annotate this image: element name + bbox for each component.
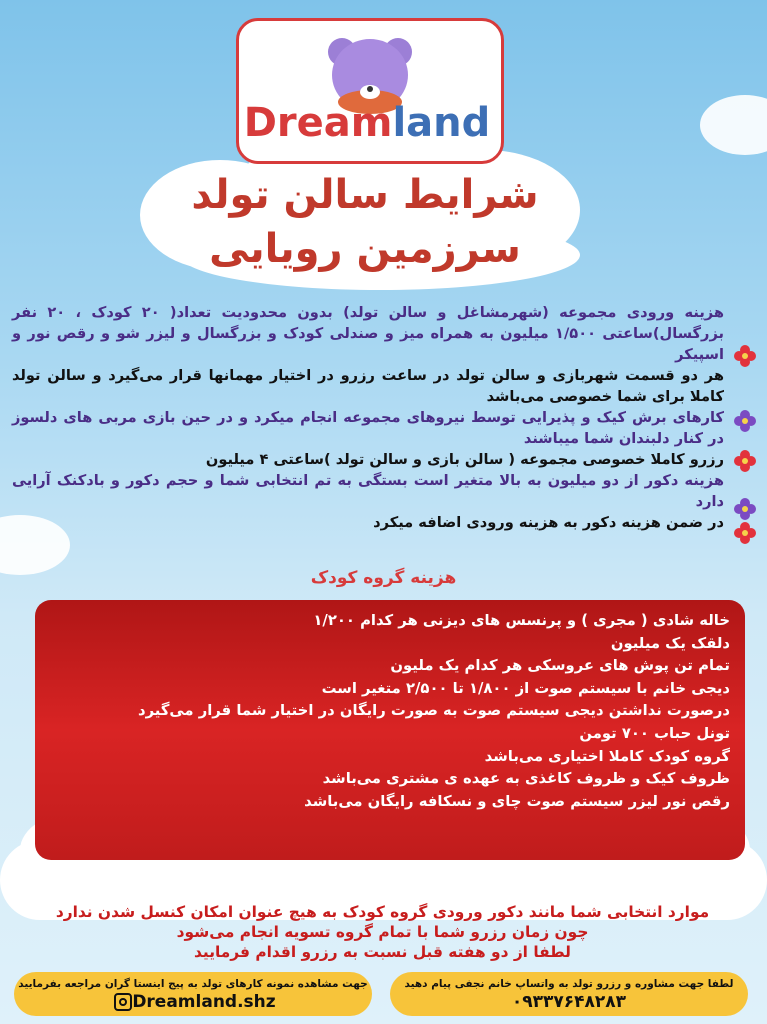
list-item: دیجی خانم با سیستم صوت از ۱/۸۰۰ تا ۲/۵۰۰ متغیر است [321,679,730,697]
condition-decor-added: در ضمن هزینه دکور به هزینه ورودی اضافه میکرد [373,514,724,531]
list-item: دلقک یک میلیون [610,634,730,652]
list-item: گروه کودک کاملا اختیاری می‌باشد [484,747,730,765]
flower-bullet-icon [734,450,756,472]
venue-conditions-list [12,302,724,533]
condition-entry-fee: هزینه ورودی مجموعه (شهرمشاغل و سالن تولد) بدون محدودیت تعداد( ۲۰ کودک ، ۲۰ نفر بزرگسال)ساعتی ۱/۵۰۰ میلیون به همراه میز و صندلی کودک و بزرگسال و لیزر شو و رقص نور و اسپیکر [12,304,724,363]
list-item: درصورت نداشتن دیجی سیستم صوت به صورت رایگان در اختیار شما قرار می‌گیرد [137,702,730,720]
list-item: ظروف کیک و ظروف کاغذی به عهده ی مشتری می‌باشد [322,770,730,788]
flower-bullet-icon [734,498,756,520]
brand-logo: Dreamland [243,100,491,146]
note-no-cancel: موارد انتخابی شما مانند دکور ورودی گروه کودک به هیچ عنوان امکان کنسل شدن ندارد [55,903,710,921]
condition-shared-access: هر دو قسمت شهربازی و سالن تولد در ساعت رزرو در اختیار مهمانها قرار می‌گیرد و سالن تولد کاملا برای شما خصوصی می‌باشد [12,367,724,405]
condition-decor-cost: هزینه دکور از دو میلیون به بالا متغیر است بستگی به تم انتخابی شما و حجم دکور و بادکنک آرایی دارد [12,472,724,510]
flower-bullet-icon [734,522,756,544]
instagram-label: جهت مشاهده نمونه کارهای تولد به پیج اینستا گران مراجعه بفرمایید [18,978,368,990]
instagram-contact-pill[interactable] [14,972,372,1016]
list-item: تونل حباب ۷۰۰ تومن [579,724,730,742]
condition-cake-service: کارهای برش کیک و پذیرایی توسط نیروهای مجموعه انجام میکرد و در حین بازی مربی های دلسوز در کنار دلبندان شما میباشند [12,409,724,447]
list-item: خاله شادی ( مجری ) و پرنسس های دیزنی هر کدام ۱/۲۰۰ [313,612,730,629]
note-book-ahead: لطفا از دو هفته قبل نسبت به رزرو اقدام فرمایید [194,943,571,961]
flower-bullet-icon [734,410,756,432]
cancellation-notes [20,902,745,962]
list-item: تمام تن پوش های عروسکی هر کدام یک ملیون [390,657,730,675]
page-title-line1: شرایط سالن تولد [191,172,539,218]
kids-group-heading: هزینه گروه کودک [310,568,457,588]
condition-private-reservation: رزرو کاملا خصوصی مجموعه ( سالن بازی و سالن تولد )ساعتی ۴ میلیون [205,451,724,468]
page-title-line2: سرزمین رویایی [209,226,521,272]
whatsapp-label: لطفا جهت مشاوره و رزرو تولد به واتساپ خانم نجفی پیام دهید [404,978,734,990]
whatsapp-contact-pill[interactable] [390,972,748,1016]
instagram-handle[interactable]: Dreamland.shz [132,992,276,1012]
instagram-icon [114,993,132,1011]
phone-number[interactable]: ۰۹۳۳۷۶۴۸۲۸۳ [511,992,627,1012]
note-settlement: چون زمان رزرو شما با تمام گروه تسویه انجام می‌شود [176,923,589,941]
kids-group-list [45,610,730,813]
cloud-decoration [700,95,767,155]
list-item: رقص نور لیزر سیستم صوت چای و نسکافه رایگان می‌باشد [304,792,730,810]
flower-bullet-icon [734,345,756,367]
